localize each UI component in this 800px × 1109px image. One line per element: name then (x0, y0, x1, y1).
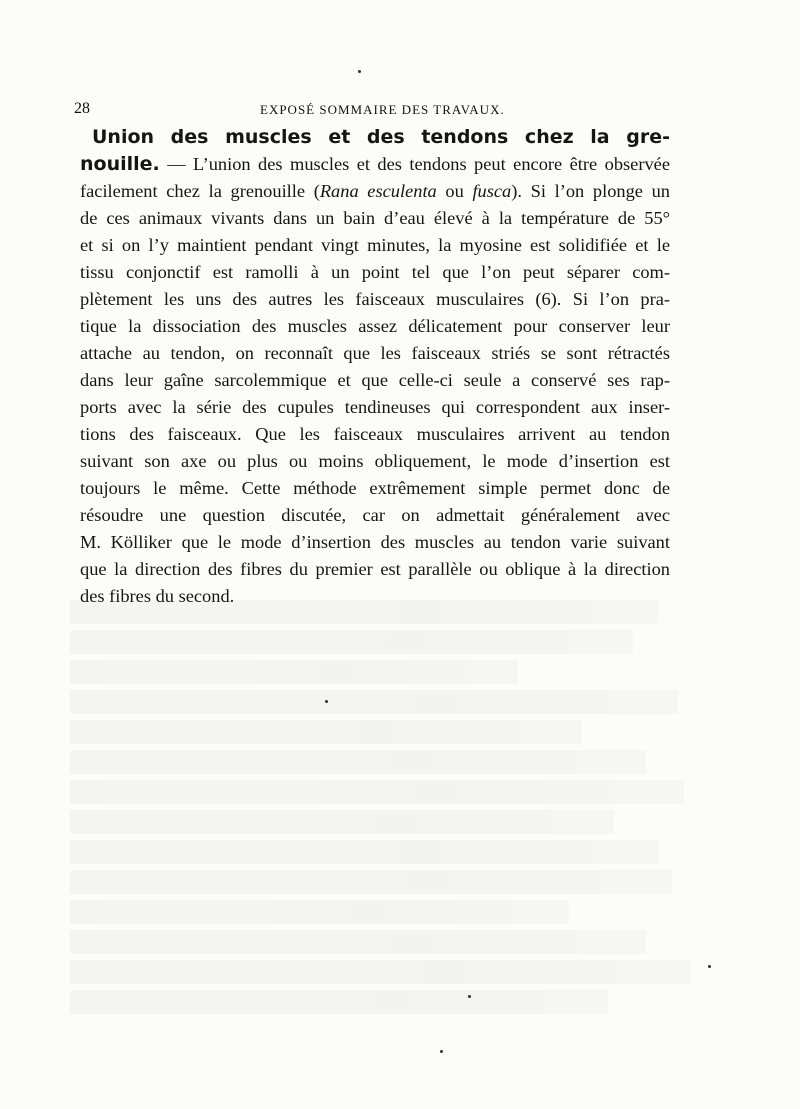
line-text: ). Si l’on plonge un (511, 181, 670, 201)
text-line: M. Kölliker que le mode d’insertion des muscles au tendon varie suivant (80, 532, 670, 552)
text-line: et si on l’y maintient pendant vingt minutes, la myosine est solidifiée et le (80, 235, 670, 255)
text-line: plètement les uns des autres les faisceaux musculaires (6). Si l’on pra- (80, 289, 670, 309)
dust-speck (468, 995, 471, 998)
running-title: EXPOSÉ SOMMAIRE DES TRAVAUX. (260, 102, 505, 117)
dust-speck (358, 70, 361, 73)
text-line: tique la dissociation des muscles assez délicatement pour conserver leur (80, 316, 670, 336)
species-name: fusca (472, 181, 512, 201)
text-line: suivant son axe ou plus ou moins obliquement, le mode d’insertion est (80, 451, 670, 471)
text-line: dans leur gaîne sarcolemmique et que celle-ci seule a conservé ses rap- (80, 370, 670, 390)
line-text: facilement chez la grenouille ( (80, 181, 320, 201)
section-title: Union des muscles et des tendons chez la gre- (92, 126, 670, 148)
line-text: ou (436, 181, 473, 201)
text-line (80, 151, 670, 178)
section-title-line (80, 124, 670, 151)
text-line: tissu conjonctif est ramolli à un point tel que l’on peut séparer com- (80, 262, 670, 282)
bleed-through-texture (70, 600, 710, 1040)
text-line: ports avec la série des cupules tendineuses qui correspondent aux inser- (80, 397, 670, 417)
text-line: des fibres du second. (80, 586, 235, 606)
text-line: de ces animaux vivants dans un bain d’eau élevé à la température de 55° (80, 208, 670, 228)
dust-speck (440, 1050, 443, 1053)
species-name: Rana esculenta (319, 181, 437, 201)
section-title-continued: nouille. (80, 153, 160, 175)
dust-speck (325, 700, 328, 703)
dust-speck (708, 965, 711, 968)
text-line (80, 178, 670, 205)
text-line: tions des faisceaux. Que les faisceaux musculaires arrivent au tendon (80, 424, 670, 444)
line-text: — L’union des muscles et des tendons peut encore être observée (159, 154, 670, 174)
text-line: attache au tendon, on reconnaît que les faisceaux striés se sont rétractés (80, 343, 670, 363)
text-line: résoudre une question discutée, car on admettait généralement avec (80, 505, 670, 525)
text-line: que la direction des fibres du premier est parallèle ou oblique à la direction (80, 559, 670, 579)
section-body (80, 124, 670, 610)
page-number: 28 (74, 100, 90, 117)
page-header (74, 100, 664, 124)
text-line: toujours le même. Cette méthode extrêmement simple permet donc de (80, 478, 670, 498)
